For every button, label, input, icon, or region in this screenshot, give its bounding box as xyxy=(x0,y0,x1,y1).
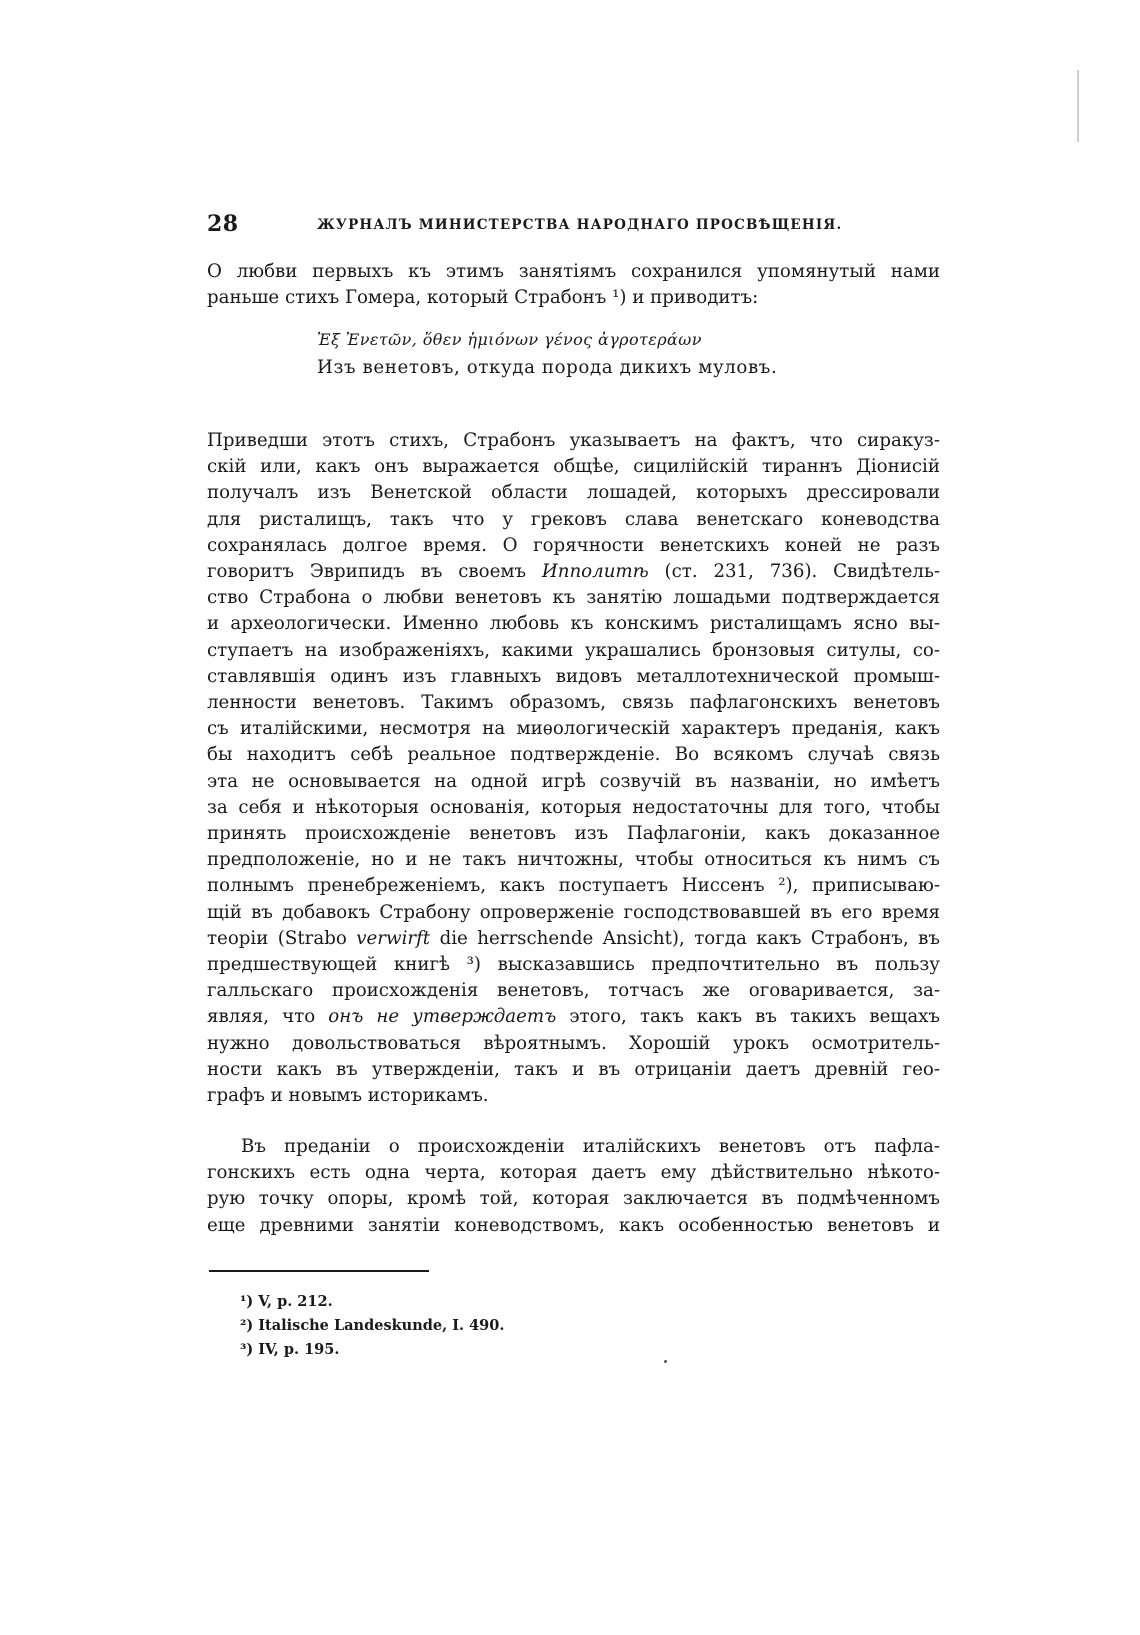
italic-play-title: Ипполитѣ xyxy=(541,561,649,583)
journal-title: ЖУРНАЛЪ МИНИСТЕРСТВА НАРОДНАГО ПРОСВѢЩЕНІЯ. xyxy=(317,217,843,233)
text-line: предшествующей книгѣ ³) высказавшись предпочтительно въ пользу xyxy=(207,954,940,976)
text-line-with-italic xyxy=(207,926,940,952)
text-line: рую точку опоры, кромѣ той, которая заключается въ подмѣченномъ xyxy=(207,1188,940,1210)
intro-paragraph xyxy=(207,259,940,311)
text-line-with-italic xyxy=(207,1004,940,1030)
text-fragment: теоріи (Strabo xyxy=(207,927,357,949)
text-line: принять происхожденіе венетовъ изъ Пафлагоніи, какъ доказанное xyxy=(207,823,940,845)
scan-speck xyxy=(664,1360,667,1363)
text-fragment: являя, что xyxy=(207,1006,329,1028)
text-line: получалъ изъ Венетской области лошадей, которыхъ дрессировали xyxy=(207,482,940,504)
italic-phrase: онъ не утверждаетъ xyxy=(328,1006,557,1028)
text-line-with-italic xyxy=(207,559,940,585)
running-head xyxy=(207,211,937,245)
text-line: гонскихъ есть одна черта, которая даетъ ему дѣйствительно нѣкото- xyxy=(207,1162,940,1184)
text-line: бы находитъ себѣ реальное подтвержденіе. Во всякомъ случаѣ связь xyxy=(207,744,940,766)
text-line: щій въ добавокъ Страбону опроверженіе господствовавшей въ его время xyxy=(207,901,940,923)
verse-translation: Изъ венетовъ, откуда порода дикихъ муловъ. xyxy=(317,357,778,378)
text-line: предположеніе, но и не такъ ничтожны, чтобы относиться къ нимъ съ xyxy=(207,849,940,871)
text-line: сохранялась долгое время. О горячности венетскихъ коней не разъ xyxy=(207,534,940,556)
text-line: съ италійскими, несмотря на миѳологическій характеръ преданія, какъ xyxy=(207,718,940,740)
text-line: О любви первыхъ къ этимъ занятіямъ сохранился упомянутый нами xyxy=(207,261,940,282)
text-fragment: die herrschende Ansicht), тогда какъ Страбонъ, въ xyxy=(439,927,940,949)
page-edge-shadow xyxy=(1077,70,1079,142)
text-line: полнымъ пренебреженіемъ, какъ поступаетъ Ниссенъ ²), приписываю- xyxy=(207,875,940,897)
text-line: за себя и нѣкоторыя основанія, которыя недостаточны для того, чтобы xyxy=(207,796,940,818)
text-line: ступаетъ на изображеніяхъ, какими украшались бронзовыя ситулы, со- xyxy=(207,639,940,661)
text-line: Приведши этотъ стихъ, Страбонъ указываетъ на фактъ, что сиракуз- xyxy=(207,430,940,451)
text-line: нужно довольствоваться вѣроятнымъ. Хорошій урокъ осмотритель- xyxy=(207,1032,940,1054)
text-line: ство Страбона о любви венетовъ къ занятію лошадьми подтверждается xyxy=(207,587,940,609)
text-fragment: (ст. 231, 736). Свидѣтель- xyxy=(664,561,940,583)
text-line: раньше стихъ Гомера, который Страбонъ ¹) и приводитъ: xyxy=(207,287,759,309)
page-number: 28 xyxy=(207,211,239,237)
text-line: еще древними занятіи коневодствомъ, какъ особенностью венетовъ и xyxy=(207,1214,940,1236)
text-line: графъ и новымъ историкамъ. xyxy=(207,1085,489,1107)
footnote: ³) IV, p. 195. xyxy=(240,1341,340,1358)
text-line: ности какъ въ утвержденіи, такъ и въ отрицаніи даетъ древній гео- xyxy=(207,1058,940,1080)
italic-german-word: verwirft xyxy=(356,927,431,949)
text-line: скій или, какъ онъ выражается общѣе, сицилійскій тираннъ Діонисій xyxy=(207,456,940,478)
quoted-verse xyxy=(317,326,917,382)
main-paragraph xyxy=(207,428,940,1109)
text-line: ставлявшія одинъ изъ главныхъ видовъ металлотехнической промыш- xyxy=(207,665,940,687)
second-paragraph xyxy=(207,1134,940,1239)
greek-verse-line: Ἐξ Ἐνετῶν, ὅθεν ἡμιόνων γένος ἀγροτεράων xyxy=(317,330,702,349)
footnotes xyxy=(240,1290,504,1362)
text-line: Въ преданіи о происхожденіи италійскихъ венетовъ отъ пафла- xyxy=(241,1136,940,1157)
text-fragment: этого, такъ какъ въ такихъ вещахъ xyxy=(569,1006,940,1028)
footnote: ¹) V, p. 212. xyxy=(240,1293,333,1310)
text-line: и археологически. Именно любовь къ конскимъ ристалищамъ ясно вы- xyxy=(207,613,940,635)
text-line: для ристалищъ, такъ что у грековъ слава венетскаго коневодства xyxy=(207,508,940,530)
footnote-separator xyxy=(209,1270,429,1272)
footnote: ²) Italische Landeskunde, I. 490. xyxy=(240,1317,505,1334)
text-line: галльскаго происхожденія венетовъ, тотчасъ же оговаривается, за- xyxy=(207,980,940,1002)
text-line: ленности венетовъ. Такимъ образомъ, связь пафлагонскихъ венетовъ xyxy=(207,692,940,714)
text-fragment: говоритъ Эврипидъ въ своемъ xyxy=(207,561,542,583)
text-line: эта не основывается на одной игрѣ созвучій въ названіи, но имѣетъ xyxy=(207,770,940,792)
